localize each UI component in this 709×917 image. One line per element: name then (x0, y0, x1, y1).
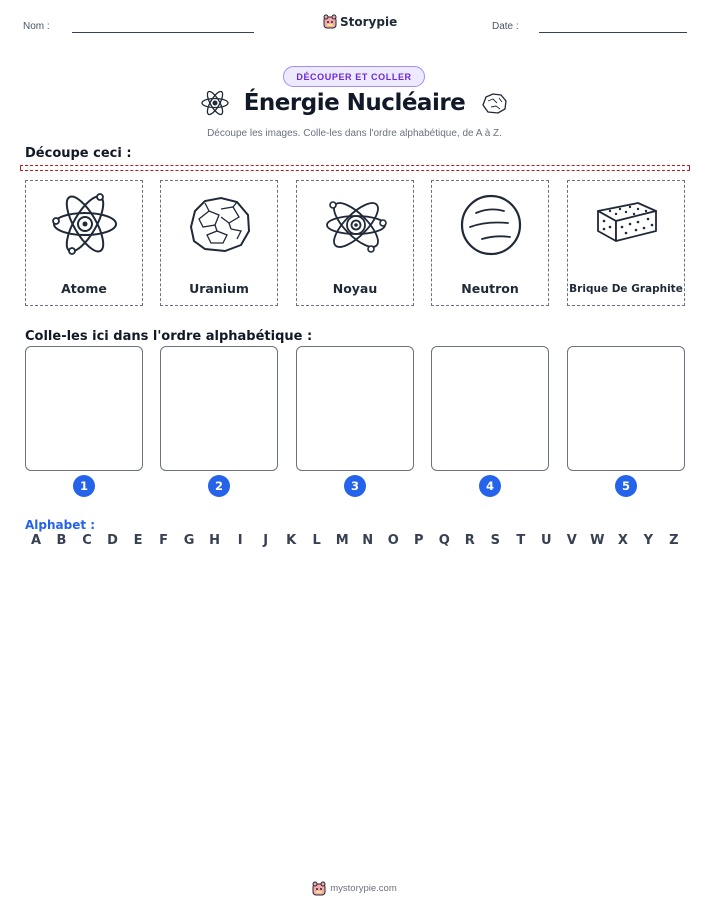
storypie-mascot-icon (323, 14, 337, 29)
alphabet-letter: D (107, 533, 118, 548)
alphabet-letter: E (133, 533, 143, 548)
alphabet-letter: Z (669, 533, 679, 548)
number-badge-2: 2 (208, 475, 230, 497)
alphabet-letter: U (541, 533, 552, 548)
paste-box-5[interactable] (567, 346, 685, 471)
card-label: Noyau (332, 281, 378, 296)
alphabet-letter: L (312, 533, 321, 548)
cut-card-uranium[interactable] (160, 180, 278, 306)
alphabet-letter: H (209, 533, 221, 548)
alphabet-letter: A (30, 533, 42, 548)
uranium-rock-icon (185, 189, 255, 259)
cut-card-graphite[interactable] (567, 180, 685, 306)
neutron-sphere-icon (456, 189, 526, 259)
graphite-brick-icon (592, 189, 662, 259)
alphabet-letter: F (159, 533, 169, 548)
nucleus-icon (321, 189, 391, 259)
paste-heading: Colle-les ici dans l'ordre alphabétique : (25, 329, 313, 344)
alphabet-letter: G (183, 533, 195, 548)
alphabet-letter: X (617, 533, 628, 548)
card-label: Neutron (461, 281, 519, 296)
alphabet-letter: N (362, 533, 374, 548)
paste-box-1[interactable] (25, 346, 143, 471)
alphabet-letter: S (490, 533, 500, 548)
atom-icon (50, 189, 120, 259)
rock-title-icon (479, 91, 509, 115)
card-label: Brique De Graphite (569, 283, 683, 295)
atom-title-icon (200, 90, 230, 116)
cut-card-noyau[interactable] (296, 180, 414, 306)
card-label: Atome (61, 281, 107, 296)
activity-badge: DÉCOUPER ET COLLER (283, 66, 425, 87)
alphabet-letter: W (590, 533, 605, 548)
alphabet-row (25, 533, 685, 548)
brand-logo (323, 14, 397, 29)
paste-box-2[interactable] (160, 346, 278, 471)
alphabet-letter: Q (438, 533, 450, 548)
paste-box-3[interactable] (296, 346, 414, 471)
alphabet-letter: C (82, 533, 92, 548)
alphabet-letter: B (56, 533, 67, 548)
storypie-mascot-icon (312, 881, 326, 896)
alphabet-letter: Y (643, 533, 654, 548)
brand-name: Storypie (340, 14, 398, 29)
number-badge-4: 4 (479, 475, 501, 497)
alphabet-letter: I (237, 533, 243, 548)
cut-dashed-line (20, 165, 690, 171)
alphabet-letter: J (263, 533, 269, 548)
date-line (539, 32, 687, 33)
number-badge-3: 3 (344, 475, 366, 497)
number-badge-5: 5 (615, 475, 637, 497)
alphabet-heading: Alphabet : (25, 518, 96, 532)
footer-site: mystorypie.com (330, 883, 397, 894)
alphabet-letter: O (387, 533, 399, 548)
cut-heading: Découpe ceci : (25, 146, 132, 161)
card-label: Uranium (189, 281, 249, 296)
alphabet-letter: P (413, 533, 424, 548)
instructions: Découpe les images. Colle-les dans l'ordre alphabétique, de A à Z. (207, 128, 502, 139)
date-label: Date : (492, 21, 519, 32)
number-badge-1: 1 (73, 475, 95, 497)
paste-box-4[interactable] (431, 346, 549, 471)
page-title: Énergie Nucléaire (243, 90, 466, 116)
footer (0, 881, 709, 896)
alphabet-letter: M (335, 533, 349, 548)
page-title-row (0, 90, 709, 116)
alphabet-letter: K (286, 533, 297, 548)
name-label: Nom : (23, 21, 50, 32)
cut-card-neutron[interactable] (431, 180, 549, 306)
alphabet-letter: T (516, 533, 526, 548)
name-line (72, 32, 254, 33)
alphabet-letter: V (566, 533, 577, 548)
alphabet-letter: R (464, 533, 475, 548)
cut-card-atome[interactable] (25, 180, 143, 306)
